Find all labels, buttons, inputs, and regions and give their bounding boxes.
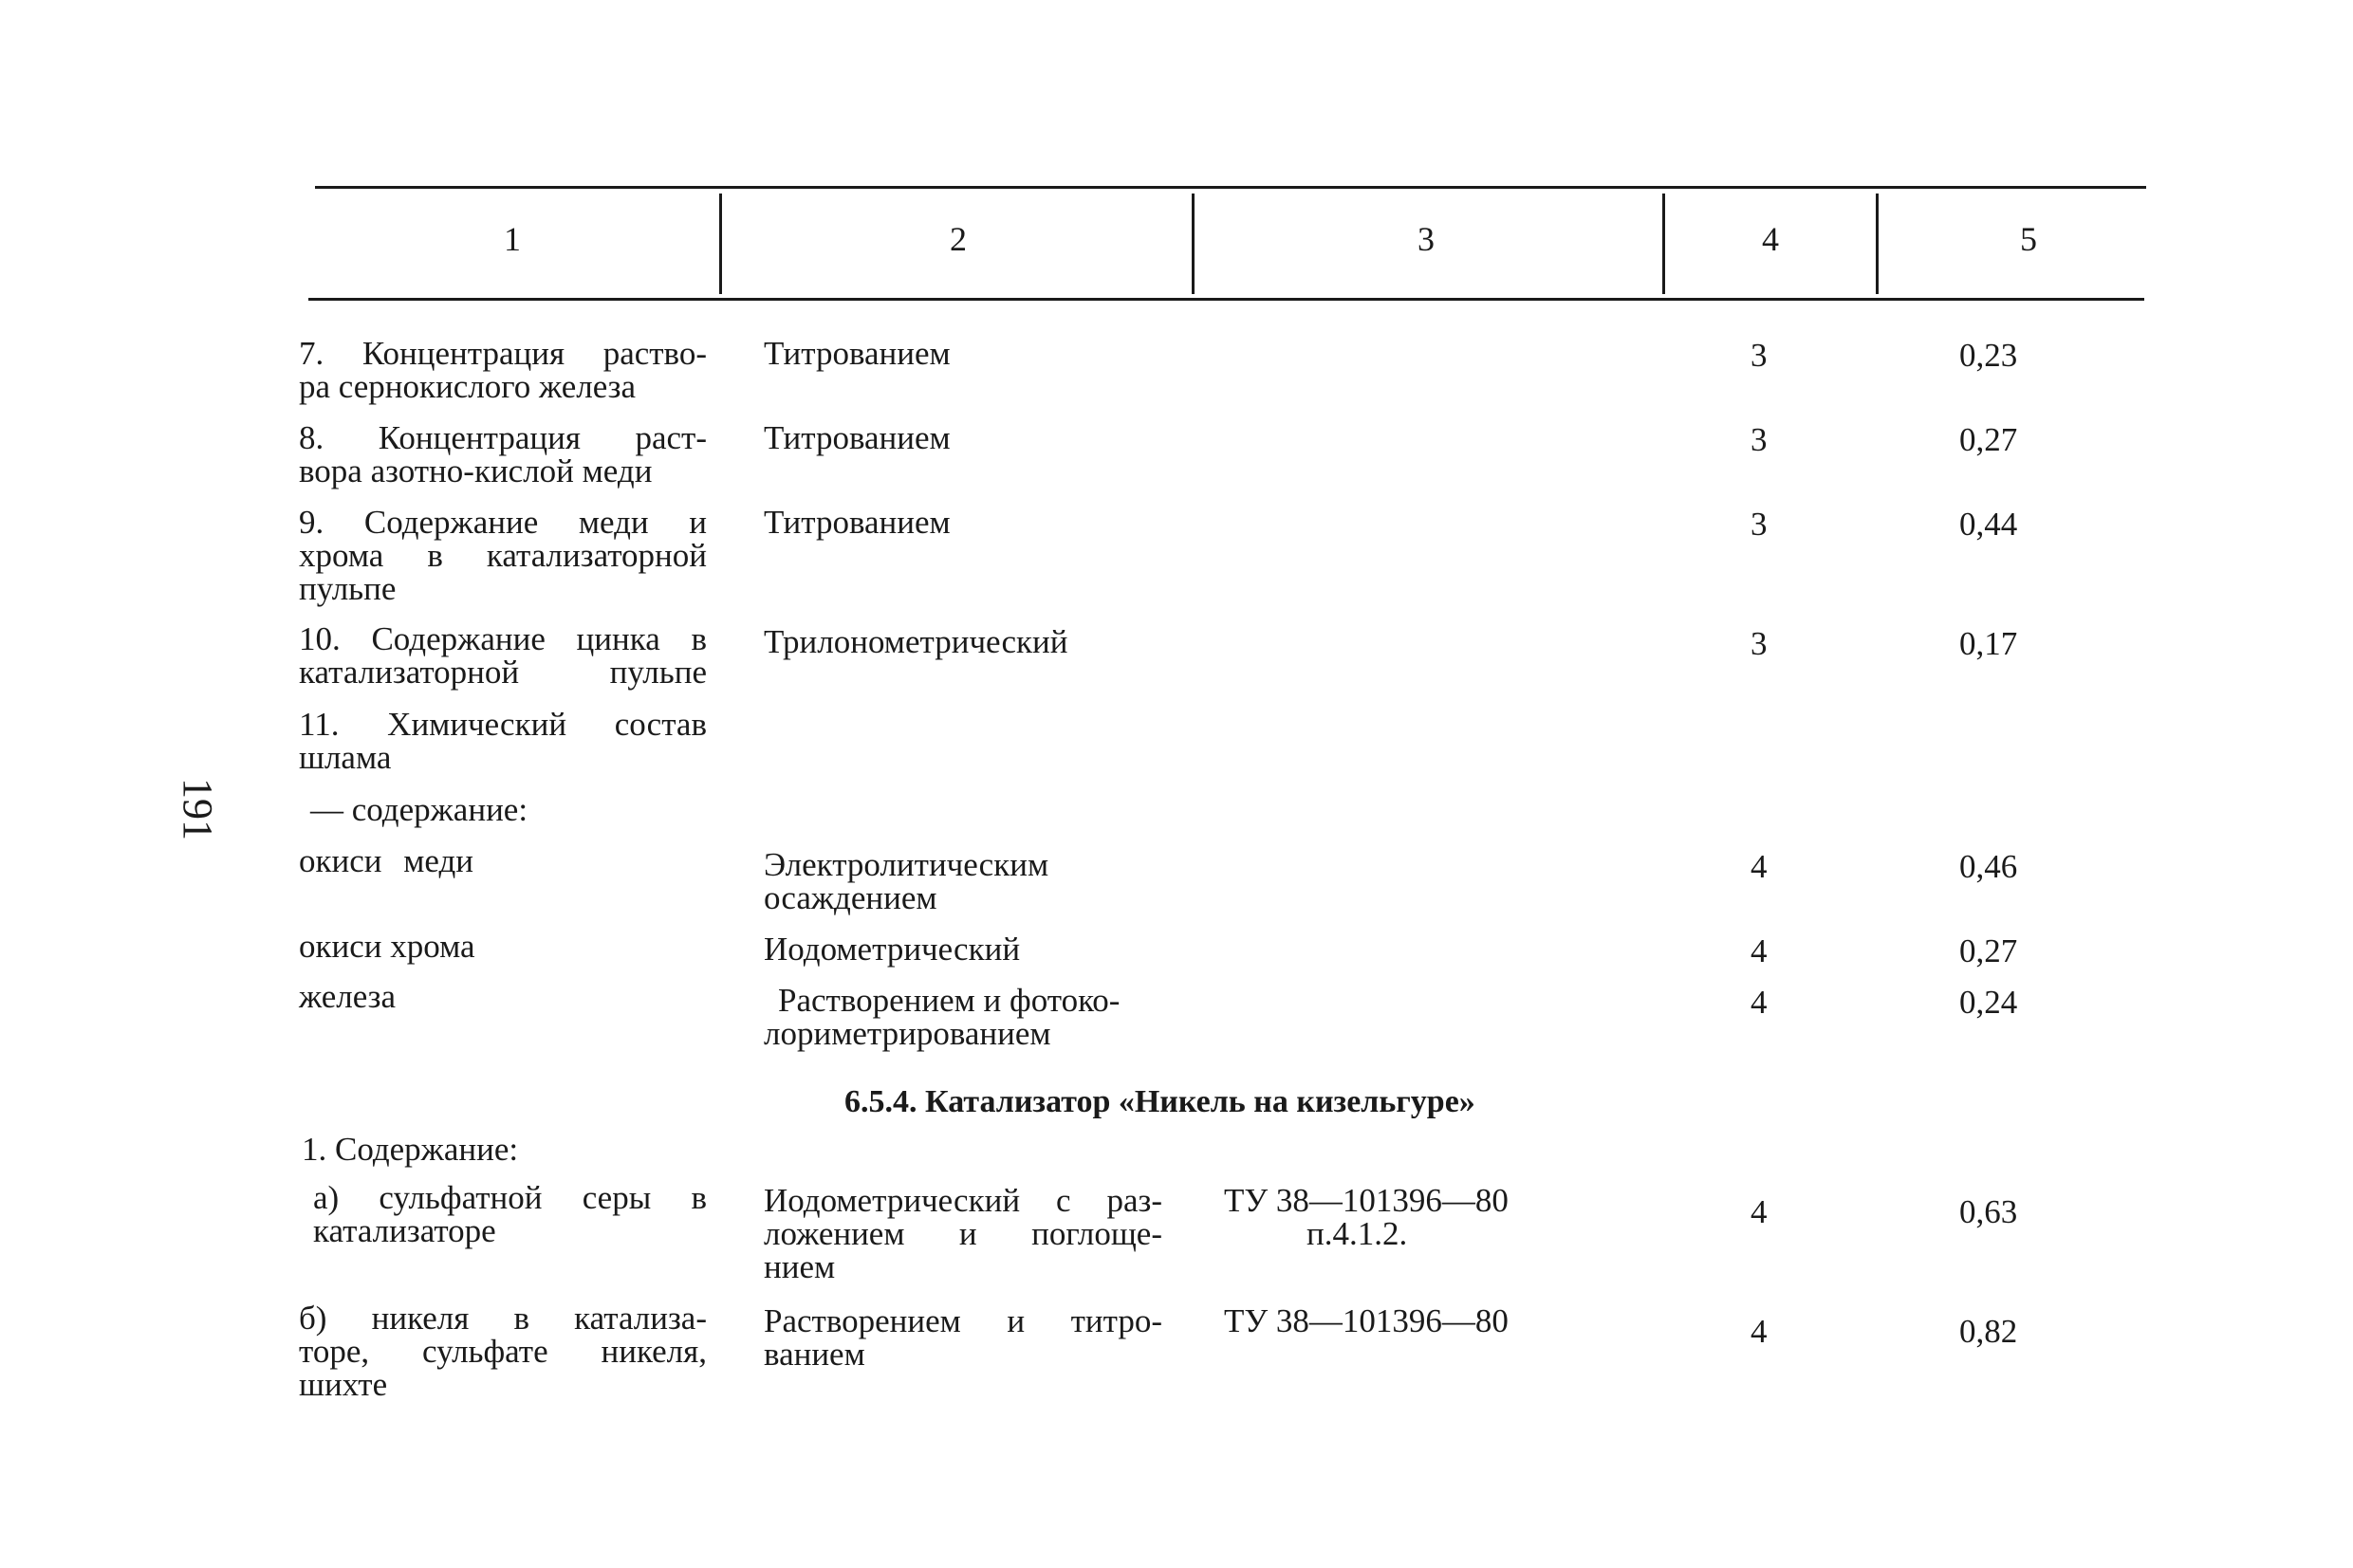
row10-c1-l1: 10. Содержание цинка в xyxy=(299,620,707,657)
content-heading: 1. Содержание: xyxy=(302,1131,519,1168)
nickel-c4: 4 xyxy=(1751,1313,1768,1350)
copper-oxide-c5: 0,46 xyxy=(1959,848,2018,885)
iron-c4: 4 xyxy=(1751,984,1768,1021)
row8-c2: Титрованием xyxy=(764,419,951,456)
chromium-oxide-c5: 0,27 xyxy=(1959,932,2018,969)
row10-c5: 0,17 xyxy=(1959,625,2018,662)
page-number: 191 xyxy=(175,778,221,840)
row9-c1-l3: пульпе xyxy=(299,570,397,607)
header-cell-2: 2 xyxy=(950,220,967,258)
row8-c4: 3 xyxy=(1751,421,1768,458)
row7-c1-l2: ра сернокислого железа xyxy=(299,368,637,405)
row7-c4: 3 xyxy=(1751,337,1768,374)
sulfate-c2-l2: ложением и поглоще- xyxy=(764,1215,1162,1252)
copper-oxide-c1: окиси меди xyxy=(299,842,474,879)
header-cell-5: 5 xyxy=(2020,220,2037,258)
row11-c1-l1: 11. Химический состав xyxy=(299,706,707,743)
content-subhead: — содержание: xyxy=(310,791,528,828)
row8-c5: 0,27 xyxy=(1959,421,2018,458)
iron-c2-l1: Растворением и фотоко- xyxy=(778,982,1121,1019)
section-title: 6.5.4. Катализатор «Никель на кизельгуре» xyxy=(844,1084,1475,1119)
row7-c1-l1: 7. Концентрация раство- xyxy=(299,335,707,372)
row10-c1-l2: катализаторной пульпе xyxy=(299,654,707,691)
header-cell-1: 1 xyxy=(504,220,521,258)
copper-oxide-c2-l1: Электролитическим xyxy=(764,846,1049,883)
column-divider-1 xyxy=(719,194,722,294)
chromium-oxide-c2: Иодометрический xyxy=(764,931,1021,968)
row8-c1-l1: 8. Концентрация раст- xyxy=(299,419,707,456)
row9-c2: Титрованием xyxy=(764,504,951,541)
chromium-oxide-c1: окиси хрома xyxy=(299,928,475,965)
table-top-rule xyxy=(315,186,2146,189)
column-divider-4 xyxy=(1876,194,1879,294)
header-cell-3: 3 xyxy=(1417,220,1435,258)
sulfate-c3-l1: ТУ 38—101396—80 xyxy=(1224,1182,1509,1219)
sulfate-c2-l3: нием xyxy=(764,1248,836,1285)
iron-c1: железа xyxy=(299,978,397,1015)
copper-oxide-c4: 4 xyxy=(1751,848,1768,885)
copper-oxide-c2-l2: осаждением xyxy=(764,879,937,916)
sulfate-c2-l1: Иодометрический с раз- xyxy=(764,1182,1162,1219)
nickel-c2-l1: Растворением и титро- xyxy=(764,1302,1162,1339)
sulfate-c1-l1: а) сульфатной серы в xyxy=(313,1179,707,1216)
row7-c5: 0,23 xyxy=(1959,337,2018,374)
nickel-c1-l1: б) никеля в катализа- xyxy=(299,1300,707,1337)
sulfate-c5: 0,63 xyxy=(1959,1193,2018,1230)
row7-c2: Титрованием xyxy=(764,335,951,372)
row9-c5: 0,44 xyxy=(1959,506,2018,543)
nickel-c2-l2: ванием xyxy=(764,1336,865,1373)
chromium-oxide-c4: 4 xyxy=(1751,932,1768,969)
nickel-c1-l3: шихте xyxy=(299,1366,388,1403)
nickel-c1-l2: торе, сульфате никеля, xyxy=(299,1333,707,1370)
row9-c1-l2: хрома в катализаторной xyxy=(299,537,707,574)
row10-c4: 3 xyxy=(1751,625,1768,662)
header-cell-4: 4 xyxy=(1762,220,1779,258)
sulfate-c3-l2: п.4.1.2. xyxy=(1306,1215,1408,1252)
column-divider-2 xyxy=(1192,194,1195,294)
table-header-bottom-rule xyxy=(308,298,2144,301)
nickel-c5: 0,82 xyxy=(1959,1313,2018,1350)
row10-c2: Трилонометрический xyxy=(764,623,1068,660)
row9-c4: 3 xyxy=(1751,506,1768,543)
sulfate-c4: 4 xyxy=(1751,1193,1768,1230)
sulfate-c1-l2: катализаторе xyxy=(313,1212,496,1249)
column-divider-3 xyxy=(1662,194,1665,294)
nickel-c3: ТУ 38—101396—80 xyxy=(1224,1302,1509,1339)
row9-c1-l1: 9. Содержание меди и xyxy=(299,504,707,541)
iron-c5: 0,24 xyxy=(1959,984,2018,1021)
row8-c1-l2: вора азотно-кислой меди xyxy=(299,452,653,489)
row11-c1-l2: шлама xyxy=(299,739,392,776)
iron-c2-l2: лориметрированием xyxy=(764,1015,1051,1052)
